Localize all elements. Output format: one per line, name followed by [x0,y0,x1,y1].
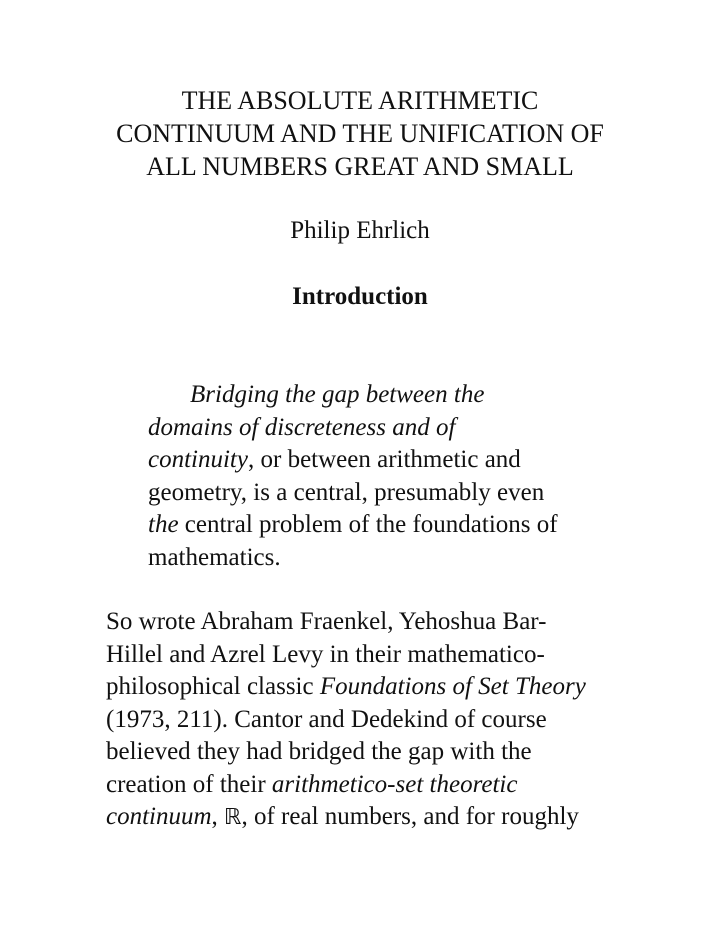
word: of [192,770,214,798]
word: presumably [374,478,491,506]
word: geometry, [148,478,248,506]
title-line: CONTINUUM AND THE UNIFICATION OF [116,119,604,148]
word: creation [106,770,187,798]
word: bridged [288,738,365,765]
emphasis: the [148,511,179,538]
emphasis: continuity [148,446,248,473]
body-paragraph [106,606,656,834]
paragraph-line [106,801,656,834]
word: of [435,413,456,441]
section-heading: Introduction [292,283,428,310]
word: a [276,478,288,506]
text: central problem of the foundations of [178,511,558,538]
word: of [454,705,476,733]
emphasis: continuum [106,803,212,830]
word: wrote [138,608,196,635]
text: , of real numbers, and for roughly [241,803,579,830]
paragraph-line [106,606,656,639]
word: their [219,770,266,798]
emphasis: arithmetico-set [271,770,424,798]
word: between [287,446,371,473]
paper-title [0,84,720,183]
paragraph-line [106,769,656,802]
word: the [371,738,402,765]
word: course [481,705,547,733]
word: in [329,640,350,668]
word: Yehoshua [398,608,497,635]
text: , [211,803,225,830]
word: gap [321,381,360,408]
word: gap [408,738,445,765]
word: domains [148,413,233,441]
word: Abraham [200,608,294,635]
epigraph-quote [148,379,614,574]
book-title: Foundations of Set Theory [319,673,586,700]
comma: , [247,446,255,473]
paragraph-line [106,671,656,704]
word: Fraenkel, [299,608,394,635]
real-numbers-symbol: ℝ [224,805,242,830]
word: discreteness [264,413,386,441]
word: with [450,738,495,765]
word: mathematico- [407,640,545,668]
quote-line [148,444,614,477]
word: and [308,705,345,733]
word: Hillel [106,640,163,668]
word: had [246,738,283,765]
word [148,446,254,473]
word: the [501,738,532,765]
emphasis: theoretic [429,770,518,798]
quote-line [148,509,614,542]
text: philosophical classic [106,673,320,700]
paragraph-line [106,736,656,769]
word: Cantor [234,705,303,733]
title-line: ALL NUMBERS GREAT AND SMALL [146,152,574,181]
word: Dedekind [350,705,449,733]
word: or [260,446,282,473]
quote-line: mathematics. [148,543,281,571]
paragraph-line [106,704,656,737]
word: and [484,446,521,473]
word: and [392,413,430,441]
word: even [497,478,545,506]
word: the [453,381,485,408]
word: Bar- [502,608,547,635]
paragraph-line [106,639,656,672]
word: Bridging [190,381,279,408]
word: they [196,738,240,765]
author-name: Philip Ehrlich [290,217,430,244]
word: the [285,381,316,408]
word: and [169,640,206,668]
word: their [355,640,402,668]
quote-line [148,412,614,445]
word: Levy [271,640,324,668]
word: arithmetic [377,446,479,473]
word: central, [293,478,368,506]
word: of [238,413,259,441]
word: between [365,381,448,408]
word: is [253,478,270,506]
word: believed [106,738,191,765]
word: 211). [176,705,228,733]
word: Azrel [210,640,266,668]
word: So [106,608,133,635]
quote-line [148,477,614,510]
quote-line [148,379,614,412]
word: (1973, [106,705,171,733]
title-line: THE ABSOLUTE ARITHMETIC [181,86,539,115]
